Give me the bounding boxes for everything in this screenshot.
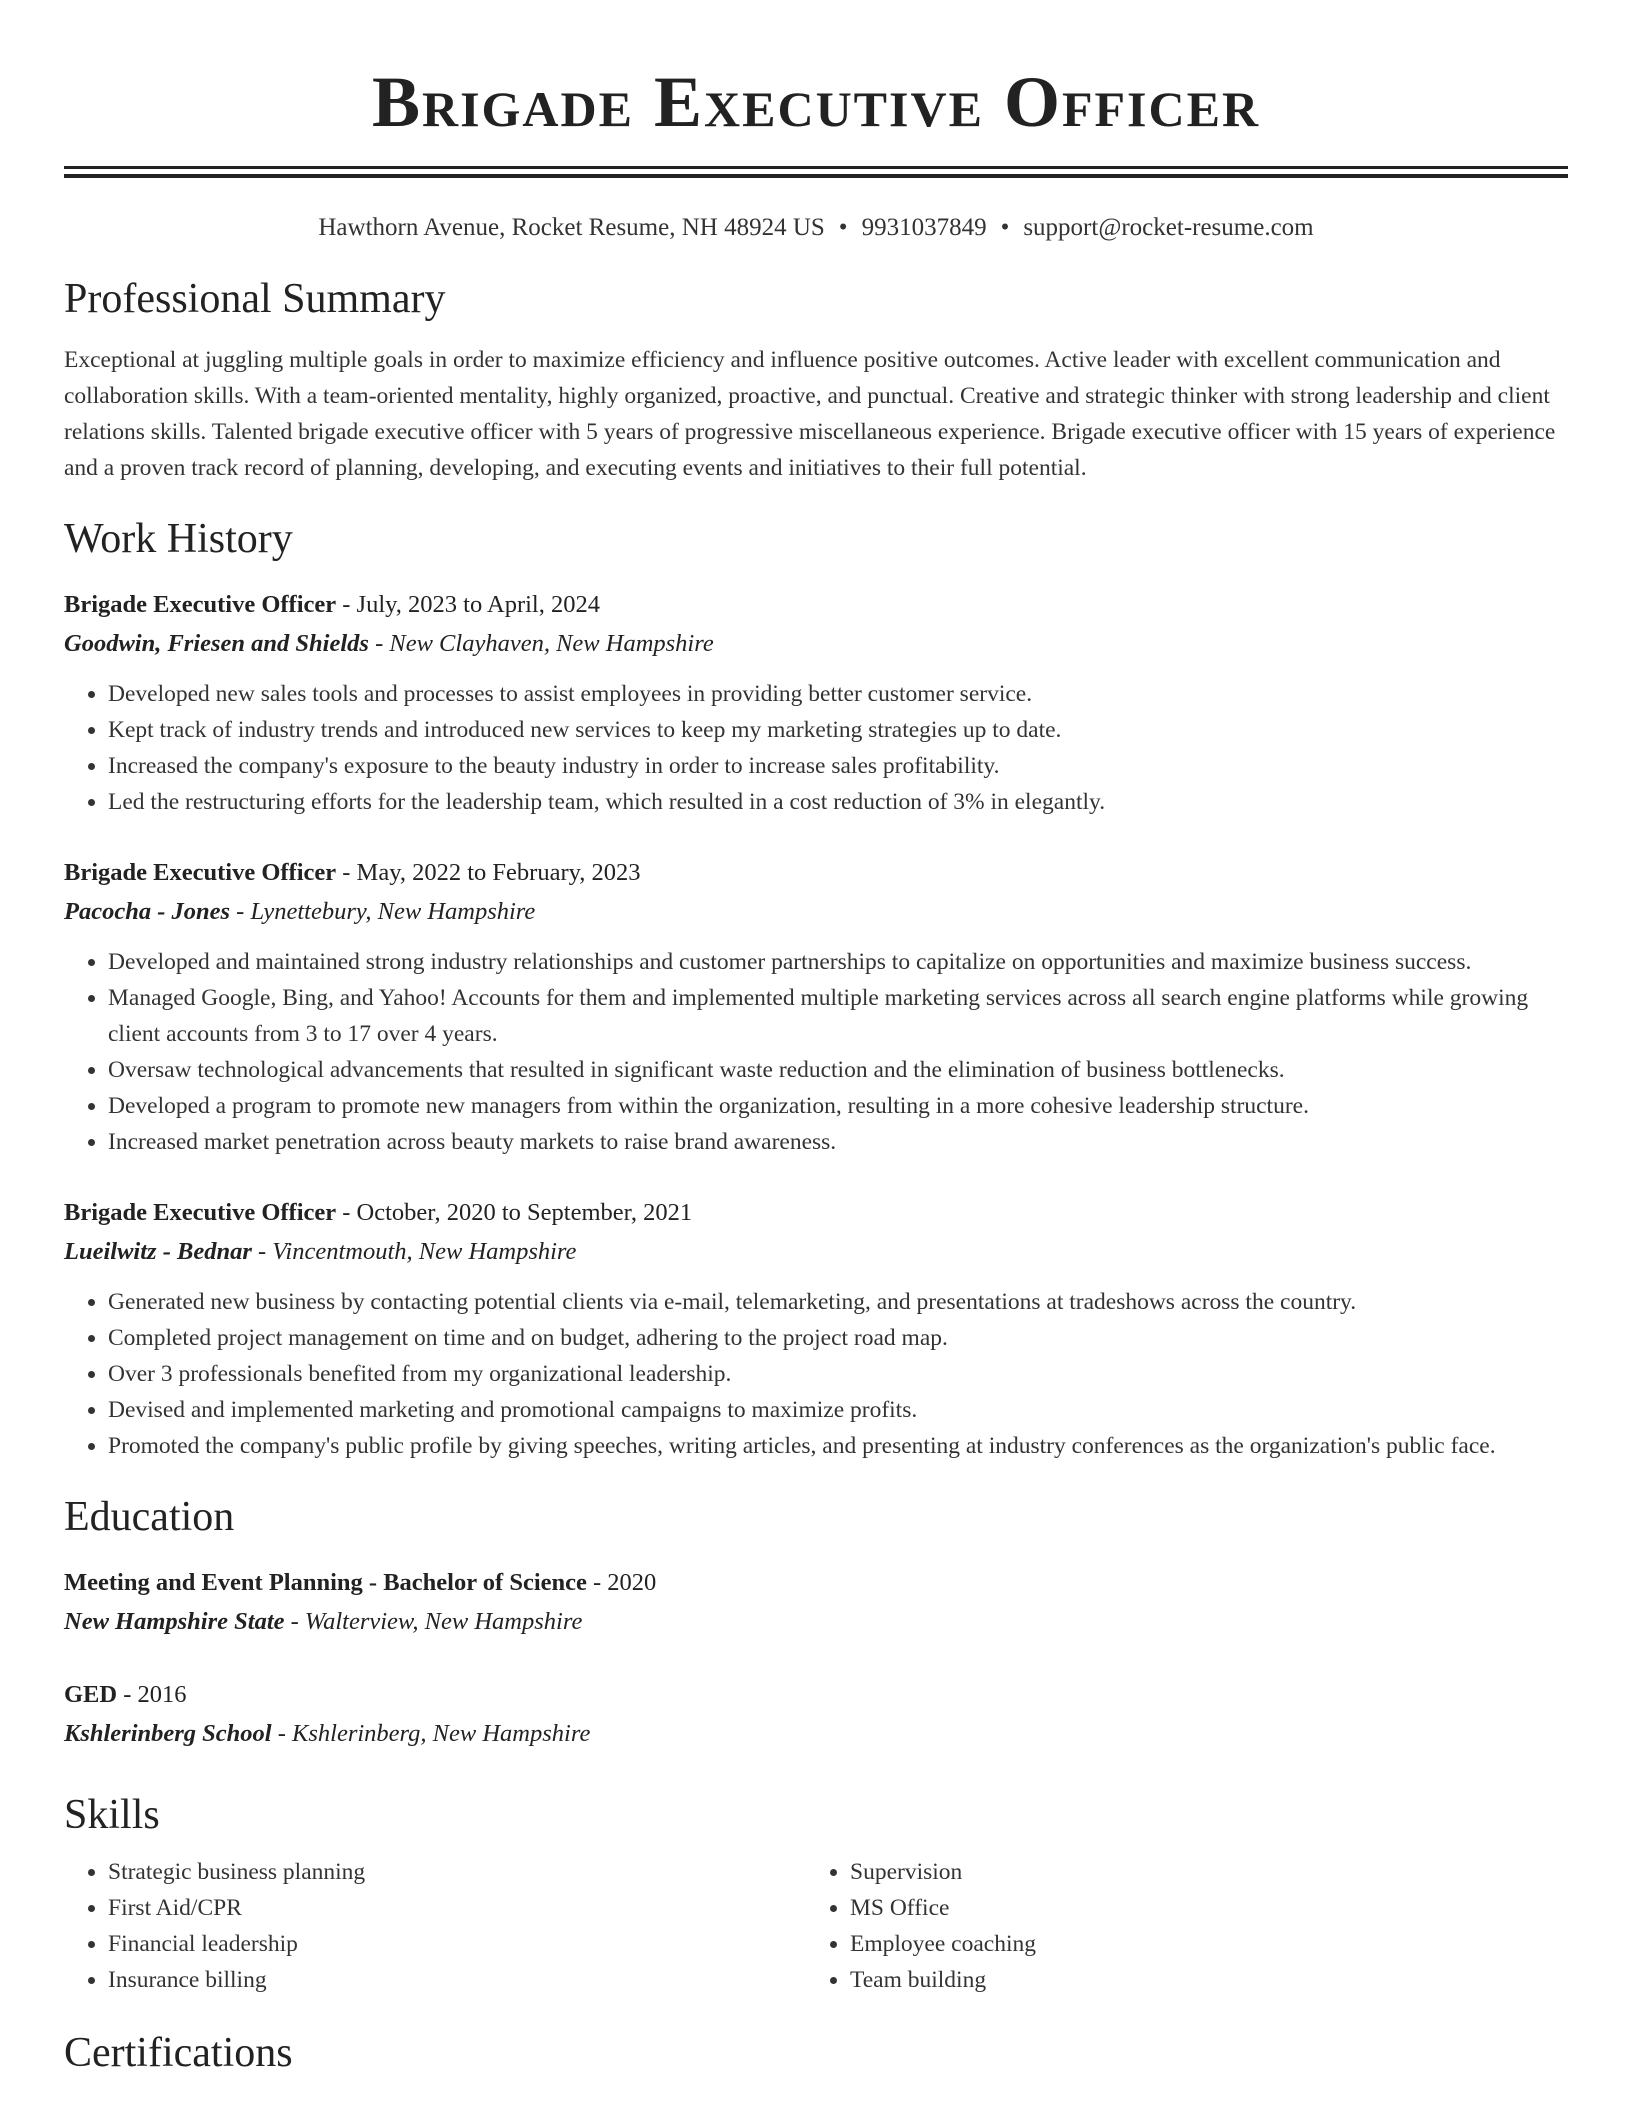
job-bullets [64,676,1568,820]
list-item: • Developed a program to promote new managers from within the organization, resulting in a more cohesive leadership structure. [108,1088,1568,1124]
contact-separator: • [1000,214,1010,241]
resume-page [64,0,1568,2078]
work-history-heading: Work History [64,516,293,562]
education-degree: GED [64,1681,118,1708]
list-item: • Team building [850,1962,1548,1998]
list-item: • Supervision [850,1854,1548,1890]
summary-text: Exceptional at juggling multiple goals in order to maximize efficiency and influence positive outcomes. Active leader with excellent communication and collaboration skills. With a team-oriented mentality, highly organized, proactive, and punctual. Creative and strategic thinker with strong leadership and client relations skills. Talented brigade executive officer with 5 years of progressive miscellaneous experience. Brigade executive officer with 15 years of experience and a proven track record of planning, developing, and executing events and initiatives to their full potential. [64,347,1556,481]
job-role: Brigade Executive Officer [64,859,337,886]
list-item: • Increased the company's exposure to the beauty industry in order to increase sales profitability. [108,748,1568,784]
education-institution [64,1714,1568,1754]
list-item: • Generated new business by contacting potential clients via e-mail, telemarketing, and presentations at tradeshows across the country. [108,1284,1568,1320]
skills-column-right [806,1854,1548,1998]
education-heading: Education [64,1494,235,1540]
job-location: - New Clayhaven, New Hampshire [368,630,714,657]
list-item: • Oversaw technological advancements that resulted in significant waste reduction and the elimination of business bottlenecks. [108,1052,1568,1088]
education-header [64,1564,1568,1602]
list-item: • Developed new sales tools and processes to assist employees in providing better customer service. [108,676,1568,712]
list-item: • Financial leadership [108,1926,806,1962]
education-school: Kshlerinberg School [64,1720,272,1747]
list-item: • First Aid/CPR [108,1890,806,1926]
skills-column-left [64,1854,806,1998]
job-header [64,1194,1568,1232]
job-header [64,854,1568,892]
list-item: • Managed Google, Bing, and Yahoo! Accounts for them and implemented multiple marketing services across all search engine platforms while growing client accounts from 3 to 17 over 4 years. [108,980,1568,1052]
education-entry [64,1676,1568,1754]
job-company: Lueilwitz - Bednar [64,1238,252,1265]
job-header [64,586,1568,624]
list-item: • Strategic business planning [108,1854,806,1890]
contact-line [64,212,1568,244]
list-item: • Promoted the company's public profile by giving speeches, writing articles, and presenting at industry conferences as the organization's public face. [108,1428,1568,1464]
list-item: • Employee coaching [850,1926,1548,1962]
job-dates: - May, 2022 to February, 2023 [336,859,641,886]
summary-heading: Professional Summary [64,276,446,322]
job-dates: - October, 2020 to September, 2021 [336,1199,693,1226]
resume-name: Brigade Executive Officer [371,62,1261,142]
job-employer [64,1232,1568,1272]
list-item: • MS Office [850,1890,1548,1926]
job-role: Brigade Executive Officer [64,1199,337,1226]
job-company: Pacocha - Jones [64,898,231,925]
education-location: - Walterview, New Hampshire [284,1608,583,1635]
education-entry [64,1564,1568,1642]
header-rule-top [64,166,1568,169]
contact-address: Hawthorn Avenue, Rocket Resume, NH 48924 US [318,214,825,241]
job-entry [64,854,1568,1160]
education-location: - Kshlerinberg, New Hampshire [271,1720,591,1747]
certifications-heading: Certifications [64,2030,293,2076]
job-location: - Lynettebury, New Hampshire [230,898,536,925]
education-year: - 2016 [117,1681,187,1708]
list-item: • Developed and maintained strong industry relationships and customer partnerships to capitalize on opportunities and maximize business success. [108,944,1568,980]
job-entry [64,1194,1568,1464]
job-employer [64,892,1568,932]
job-location: - Vincentmouth, New Hampshire [251,1238,577,1265]
skills-heading: Skills [64,1792,160,1838]
job-entry [64,586,1568,820]
list-item: • Over 3 professionals benefited from my organizational leadership. [108,1356,1568,1392]
list-item: • Devised and implemented marketing and promotional campaigns to maximize profits. [108,1392,1568,1428]
list-item: • Kept track of industry trends and introduced new services to keep my marketing strategies up to date. [108,712,1568,748]
list-item: • Completed project management on time and on budget, adhering to the project road map. [108,1320,1568,1356]
contact-email: support@rocket-resume.com [1023,214,1314,241]
skills-list [64,1854,1568,1998]
job-role: Brigade Executive Officer [64,591,337,618]
education-year: - 2020 [586,1569,657,1596]
list-item: • Led the restructuring efforts for the leadership team, which resulted in a cost reduction of 3% in elegantly. [108,784,1568,820]
education-header [64,1676,1568,1714]
education-institution [64,1602,1568,1642]
job-dates: - July, 2023 to April, 2024 [336,591,600,618]
job-company: Goodwin, Friesen and Shields [64,630,369,657]
education-school: New Hampshire State [64,1608,285,1635]
list-item: • Insurance billing [108,1962,806,1998]
job-bullets [64,944,1568,1160]
job-employer [64,624,1568,664]
header-rule-bottom [64,174,1568,178]
job-bullets [64,1284,1568,1464]
contact-separator: • [838,214,848,241]
list-item: • Increased market penetration across beauty markets to raise brand awareness. [108,1124,1568,1160]
education-degree: Meeting and Event Planning - Bachelor of Science [64,1569,587,1596]
contact-phone: 9931037849 [861,214,987,241]
